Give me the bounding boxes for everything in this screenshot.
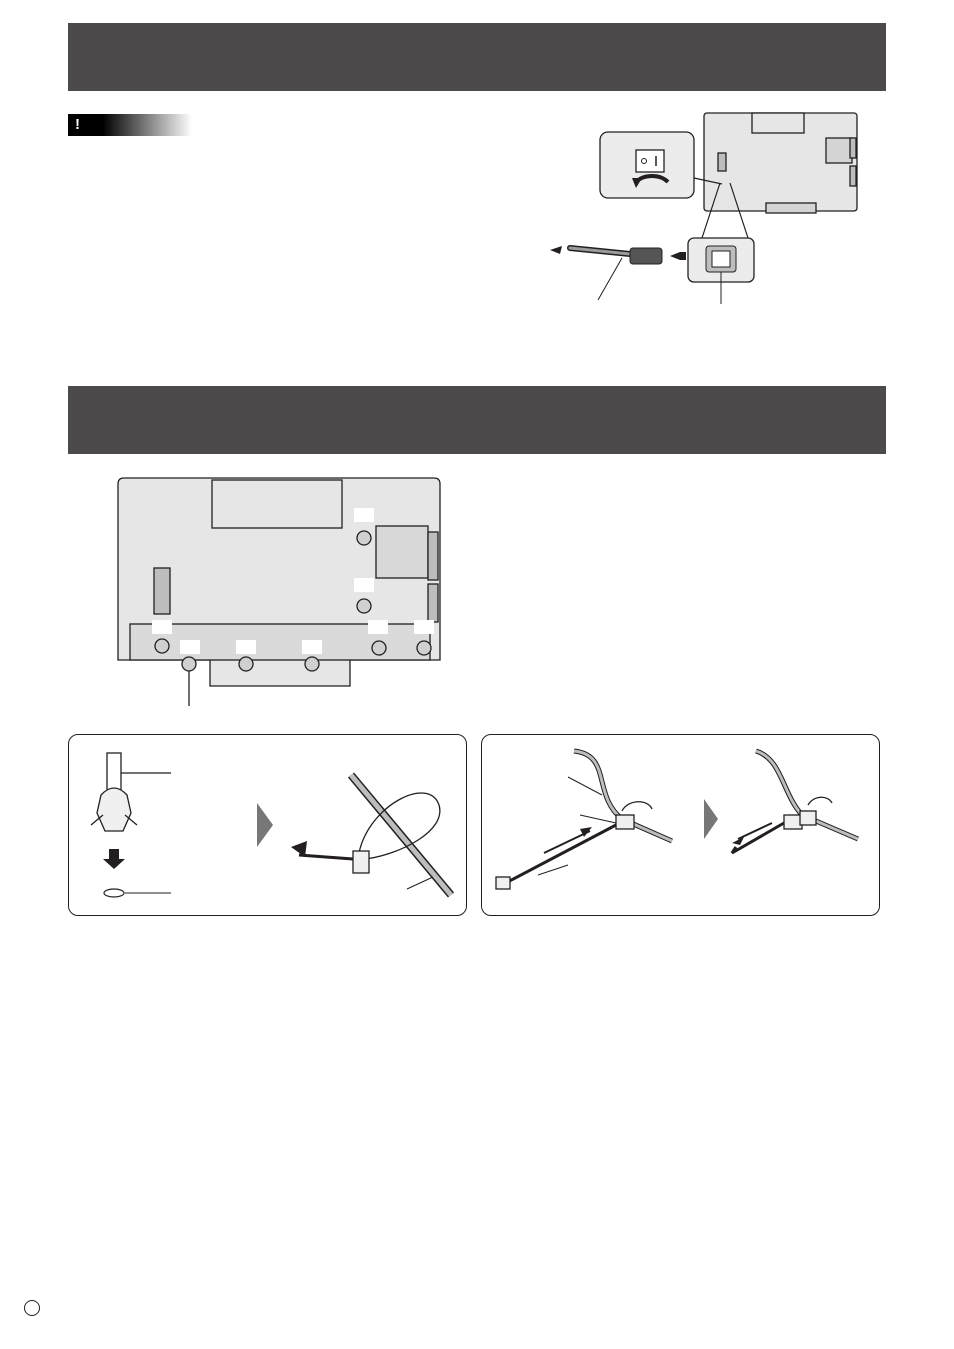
clamp-hole-icon [357,599,371,613]
monitor-rear-icon [704,113,857,213]
page-marker-icon [24,1300,40,1316]
clamp-hole-icon [239,657,253,671]
rear-view-figure [110,474,450,708]
power-connection-figure [540,108,870,318]
down-arrow-icon [103,849,125,869]
bundle-step1-icon [496,751,672,889]
clamp-hole-icon [305,657,319,671]
section-header-binding [68,386,886,454]
caution-icon: ! [75,116,80,133]
power-cord-icon [550,246,686,300]
section-header-power [68,23,886,91]
cable-clamp-icon [91,753,171,831]
mounting-hole-icon [104,889,124,897]
caution-bar [68,114,192,136]
step-arrow-icon [257,803,273,847]
clamp-hole-icon [372,641,386,655]
bundle-step2-icon [732,751,858,853]
cable-clamp-panel [68,734,467,916]
clamp-hole-icon [182,657,196,671]
clamp-hole-icon [155,639,169,653]
clamp-hole-icon [417,641,431,655]
clamp-hole-icon [357,531,371,545]
cable-tie-icon [291,775,451,895]
cable-tie-panel [481,734,880,916]
step-arrow-icon [704,799,718,839]
